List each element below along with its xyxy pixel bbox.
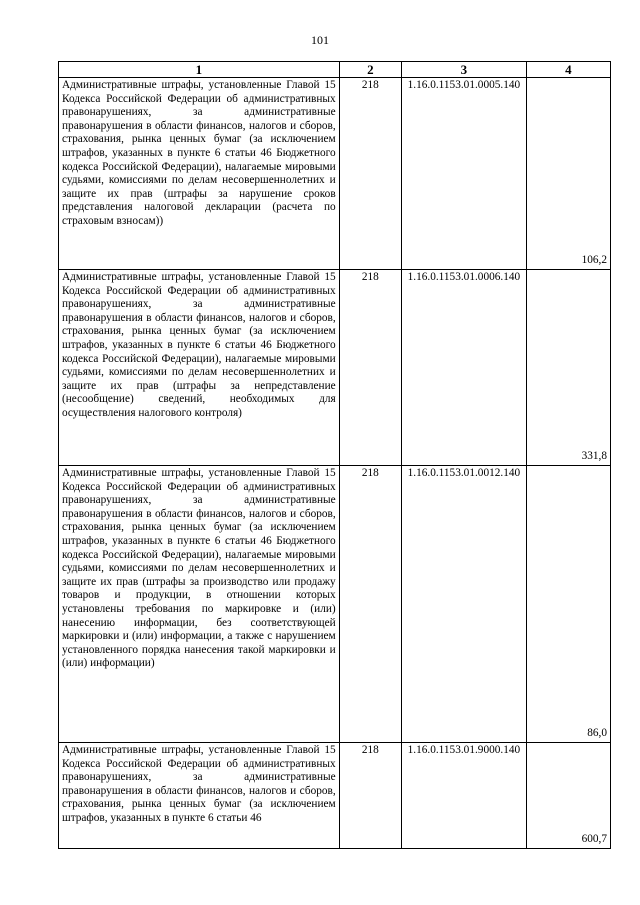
row-code: 218 [361, 744, 379, 756]
budget-table [58, 61, 611, 849]
row-description: Административные штрафы, установленные Главой 15 Кодекса Российской Федерации об административных правонарушениях, за административные правонарушения в области финансов, налогов и сборов, страхования, рынка ценных бумаг (за исключением штрафов, указанных в пункте 6 статьи 46 [62, 744, 336, 824]
row-code: 218 [361, 467, 379, 479]
row-amount: 331,8 [581, 450, 607, 463]
row-code: 218 [361, 79, 379, 91]
row-amount: 86,0 [587, 727, 607, 740]
row-kbk: 1.16.0.1153.01.0005.140 [407, 79, 521, 91]
row-amount: 600,7 [581, 833, 607, 846]
row-description: Административные штрафы, установленные Главой 15 Кодекса Российской Федерации об административных правонарушениях, за административные правонарушения в области финансов, налогов и сборов, страхования, рынка ценных бумаг (за исключением штрафов, указанных в пункте 6 статьи 46 Бюджетного кодекса Российской Федерации), налагаемые мировыми судьями, комиссиями по делам несовершеннолетних и защите их прав (штрафы за непредставление (несообщение) сведений, необходимых для осуществления налогового контроля) [62, 271, 336, 419]
table-row [59, 743, 611, 849]
row-description: Административные штрафы, установленные Главой 15 Кодекса Российской Федерации об административных правонарушениях, за административные правонарушения в области финансов, налогов и сборов, страхования, рынка ценных бумаг (за исключением штрафов, указанных в пункте 6 статьи 46 Бюджетного кодекса Российской Федерации), налагаемые мировыми судьями, комиссиями по делам несовершеннолетних и защите их прав (штрафы за нарушение сроков представления налоговой декларации (расчета по страховым взносам)) [62, 79, 336, 227]
table-row [59, 270, 611, 466]
row-kbk: 1.16.0.1153.01.9000.140 [407, 744, 521, 756]
column-header-3: 3 [402, 62, 527, 78]
table-header-row [59, 62, 611, 78]
page-number: 101 [311, 33, 329, 47]
row-description: Административные штрафы, установленные Главой 15 Кодекса Российской Федерации об административных правонарушениях, за административные правонарушения в области финансов, налогов и сборов, страхования, рынка ценных бумаг (за исключением штрафов, указанных в пункте 6 статьи 46 Бюджетного кодекса Российской Федерации), налагаемые мировыми судьями, комиссиями по делам несовершеннолетних и защите их прав (штрафы за производство или продажу товаров и продукции, в отношении которых установлены требования по маркировке и (или) нанесению информации, без соответствующей маркировки и (или) информации, а также с нарушением установленного порядка нанесения такой маркировки и (или) информации) [62, 467, 336, 670]
row-amount: 106,2 [581, 254, 607, 267]
row-kbk: 1.16.0.1153.01.0006.140 [407, 271, 521, 283]
column-header-2: 2 [339, 62, 401, 78]
row-code: 218 [361, 271, 379, 283]
row-kbk: 1.16.0.1153.01.0012.140 [407, 467, 521, 479]
column-header-4: 4 [526, 62, 610, 78]
table-row [59, 466, 611, 743]
column-header-1: 1 [59, 62, 340, 78]
table-row [59, 78, 611, 270]
